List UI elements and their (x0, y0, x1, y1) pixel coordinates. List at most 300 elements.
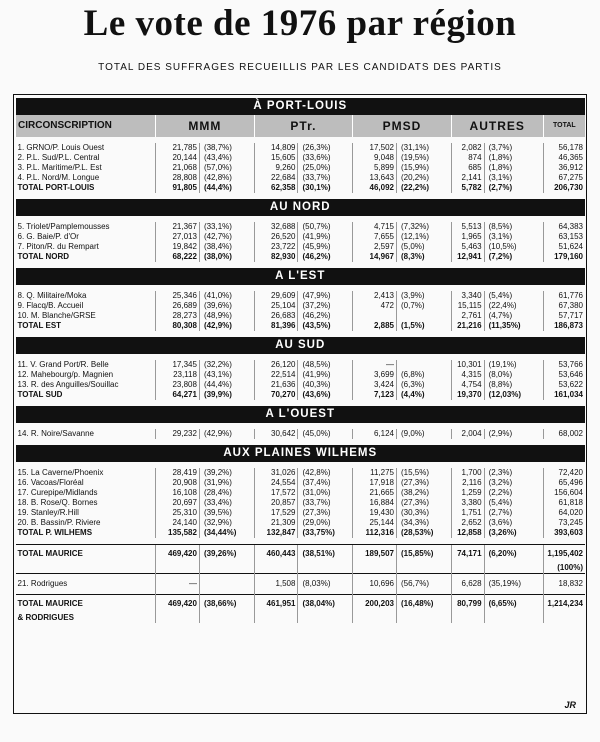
circonscription-cell: TOTAL MAURICE (16, 545, 156, 564)
ptr-cell: 22,684 (254, 173, 298, 183)
pmsd-pct-cell: (7,32%) (397, 222, 452, 232)
aut-pct-cell: (11,35%) (484, 321, 543, 331)
ptr-cell: 31,026 (254, 468, 298, 478)
aut-cell: 12,941 (451, 252, 484, 262)
ptr-pct-cell: (33,7%) (298, 173, 353, 183)
circonscription-cell: 2. P.L. Sud/P.L. Central (17, 153, 100, 162)
table-row (16, 252, 586, 262)
pmsd-pct-cell: (4,4%) (397, 390, 452, 400)
table-row (16, 478, 586, 488)
aut-pct-cell: (6,20%) (484, 545, 543, 564)
pmsd-pct-cell: (38,2%) (397, 488, 452, 498)
pmsd-cell: 189,507 (353, 545, 397, 564)
table-row (16, 498, 586, 508)
table-row (16, 232, 586, 242)
pmsd-cell: 3,699 (353, 370, 397, 380)
mmm-cell: 20,908 (156, 478, 200, 488)
aut-cell: 74,171 (451, 545, 484, 564)
ptr-cell: 22,514 (254, 370, 298, 380)
pmsd-cell: 7,655 (353, 232, 397, 242)
blank-cell (397, 563, 452, 574)
blank-cell (199, 563, 254, 574)
ptr-pct-cell: (25,0%) (298, 163, 353, 173)
mmm-cell: 21,068 (156, 163, 200, 173)
mmm-pct-cell: (32,2%) (199, 360, 254, 370)
aut-cell: 874 (451, 153, 484, 163)
mmm-pct-cell: (39,9%) (199, 390, 254, 400)
blank-cell (156, 563, 200, 574)
total-cell: 64,020 (543, 508, 585, 518)
ptr-pct-cell: (48,5%) (298, 360, 353, 370)
total-cell: 61,818 (543, 498, 585, 508)
circonscription-cell: & RODRIGUES (17, 613, 74, 622)
section-title: AU SUD (16, 337, 586, 354)
aut-cell: 1,751 (451, 508, 484, 518)
total-cell: 51,624 (543, 242, 585, 252)
pmsd-cell: 7,123 (353, 390, 397, 400)
pmsd-cell: 472 (353, 301, 397, 311)
ptr-cell: 26,683 (254, 311, 298, 321)
ptr-cell: 23,722 (254, 242, 298, 252)
mmm-cell: 24,140 (156, 518, 200, 528)
ptr-pct-cell: (37,2%) (298, 301, 353, 311)
ptr-cell: 14,809 (254, 143, 298, 153)
aut-pct-cell: (3,7%) (484, 143, 543, 153)
ptr-pct-cell: (47,9%) (298, 291, 353, 301)
section-title: À PORT-LOUIS (16, 98, 586, 115)
mmm-cell: 21,785 (156, 143, 200, 153)
ptr-cell: 17,572 (254, 488, 298, 498)
section-title: AU NORD (16, 199, 586, 216)
mmm-cell: 20,697 (156, 498, 200, 508)
ptr-pct-cell: (30,1%) (298, 183, 353, 193)
ptr-pct-cell: (33,6%) (298, 153, 353, 163)
column-header: CIRCONSCRIPTION (16, 115, 156, 137)
pmsd-pct-cell: (20,2%) (397, 173, 452, 183)
aut-pct-cell: (2,3%) (484, 468, 543, 478)
aut-pct-cell: (3,2%) (484, 478, 543, 488)
total-cell: 53,646 (543, 370, 585, 380)
aut-cell: 1,259 (451, 488, 484, 498)
pmsd-pct-cell: (56,7%) (397, 574, 452, 595)
ptr-cell: 70,270 (254, 390, 298, 400)
ptr-pct-cell: (40,3%) (298, 380, 353, 390)
ptr-pct-cell: (8,03%) (298, 574, 353, 595)
aut-pct-cell: (3,6%) (484, 518, 543, 528)
results-table (15, 98, 585, 623)
section-header (16, 268, 586, 285)
pmsd-pct-cell: (6,3%) (397, 380, 452, 390)
table-row (16, 163, 586, 173)
pmsd-cell: 17,918 (353, 478, 397, 488)
pmsd-cell: 2,597 (353, 242, 397, 252)
ptr-pct-cell: (45,0%) (298, 429, 353, 439)
aut-cell: 4,315 (451, 370, 484, 380)
pmsd-pct-cell (397, 311, 452, 321)
ptr-cell: 82,930 (254, 252, 298, 262)
ptr-cell: 29,609 (254, 291, 298, 301)
blank-cell (156, 613, 200, 623)
aut-cell: 2,141 (451, 173, 484, 183)
mmm-pct-cell: (48,9%) (199, 311, 254, 321)
circonscription-cell: 7. Piton/R. du Rempart (17, 242, 99, 251)
ptr-cell: 26,520 (254, 232, 298, 242)
aut-cell: 2,116 (451, 478, 484, 488)
pmsd-pct-cell: (1,5%) (397, 321, 452, 331)
pmsd-cell: — (353, 360, 397, 370)
ptr-pct-cell: (41,9%) (298, 232, 353, 242)
pmsd-cell: 2,413 (353, 291, 397, 301)
ptr-pct-cell: (45,9%) (298, 242, 353, 252)
pmsd-cell: 21,665 (353, 488, 397, 498)
total-cell: 186,873 (543, 321, 585, 331)
circonscription-cell: 3. P.L. Maritime/P.L. Est (17, 163, 102, 172)
mmm-cell: 25,346 (156, 291, 200, 301)
aut-pct-cell: (1,8%) (484, 153, 543, 163)
ptr-cell: 26,120 (254, 360, 298, 370)
section-header (16, 199, 586, 216)
blank-cell (451, 563, 484, 574)
pmsd-pct-cell: (27,3%) (397, 478, 452, 488)
aut-cell: 5,782 (451, 183, 484, 193)
pmsd-pct-cell: (6,8%) (397, 370, 452, 380)
table-row (16, 545, 586, 564)
aut-cell: 3,380 (451, 498, 484, 508)
ptr-cell: 21,309 (254, 518, 298, 528)
column-header: PTr. (254, 115, 353, 137)
ptr-cell: 25,104 (254, 301, 298, 311)
table-row (16, 574, 586, 595)
circonscription-cell: 18. B. Rose/Q. Bornes (17, 498, 98, 507)
aut-pct-cell: (2,2%) (484, 488, 543, 498)
aut-cell: 6,628 (451, 574, 484, 595)
pmsd-cell: 14,967 (353, 252, 397, 262)
aut-cell: 5,463 (451, 242, 484, 252)
circonscription-cell: 21. Rodrigues (16, 574, 156, 595)
circonscription-cell: TOTAL MAURICE (16, 595, 156, 614)
aut-cell: 80,799 (451, 595, 484, 614)
ptr-cell: 9,260 (254, 163, 298, 173)
circonscription-cell: 9. Flacq/B. Accueil (17, 301, 84, 310)
aut-pct-cell: (5,4%) (484, 291, 543, 301)
total-cell: 64,383 (543, 222, 585, 232)
total-cell: 18,832 (543, 574, 585, 595)
circonscription-cell: 13. R. des Anguilles/Souillac (17, 380, 119, 389)
aut-pct-cell: (2,9%) (484, 429, 543, 439)
mmm-pct-cell: (28,4%) (199, 488, 254, 498)
ptr-cell: 20,857 (254, 498, 298, 508)
mmm-cell: 29,232 (156, 429, 200, 439)
total-cell: 206,730 (543, 183, 585, 193)
mmm-pct-cell: (42,9%) (199, 429, 254, 439)
aut-pct-cell: (12,03%) (484, 390, 543, 400)
circonscription-cell: 19. Stanley/R.Hill (17, 508, 79, 517)
ptr-pct-cell: (38,04%) (298, 595, 353, 614)
table-row (16, 518, 586, 528)
pmsd-pct-cell: (8,3%) (397, 252, 452, 262)
section-title: AUX PLAINES WILHEMS (16, 445, 586, 462)
pmsd-cell: 16,884 (353, 498, 397, 508)
ptr-cell: 32,688 (254, 222, 298, 232)
mmm-cell: 28,419 (156, 468, 200, 478)
aut-pct-cell: (6,65%) (484, 595, 543, 614)
pmsd-cell: 25,144 (353, 518, 397, 528)
pmsd-pct-cell: (28,53%) (397, 528, 452, 538)
ptr-cell: 24,554 (254, 478, 298, 488)
total-percent-cell: (100%) (543, 563, 585, 574)
circonscription-cell: 10. M. Blanche/GRSE (17, 311, 96, 320)
ptr-pct-cell: (37,4%) (298, 478, 353, 488)
aut-cell: 685 (451, 163, 484, 173)
aut-cell: 21,216 (451, 321, 484, 331)
ptr-pct-cell: (43,5%) (298, 321, 353, 331)
ptr-cell: 21,636 (254, 380, 298, 390)
table-row (16, 528, 586, 538)
blank-cell (353, 563, 397, 574)
mmm-pct-cell: (38,7%) (199, 143, 254, 153)
aut-pct-cell: (1,8%) (484, 163, 543, 173)
aut-cell: 3,340 (451, 291, 484, 301)
pmsd-cell: 200,203 (353, 595, 397, 614)
pmsd-pct-cell: (15,5%) (397, 468, 452, 478)
mmm-cell: 28,273 (156, 311, 200, 321)
total-cell: 156,604 (543, 488, 585, 498)
mmm-pct-cell: (42,9%) (199, 321, 254, 331)
total-cell: 36,912 (543, 163, 585, 173)
pmsd-pct-cell: (5,0%) (397, 242, 452, 252)
total-cell: 73,245 (543, 518, 585, 528)
pmsd-cell: 9,048 (353, 153, 397, 163)
table-row (16, 508, 586, 518)
pmsd-cell (353, 311, 397, 321)
circonscription-cell: 5. Triolet/Pamplemousses (17, 222, 110, 231)
total-cell: 63,153 (543, 232, 585, 242)
table-row (16, 291, 586, 301)
mmm-cell: 469,420 (156, 545, 200, 564)
aut-cell: 19,370 (451, 390, 484, 400)
circonscription-cell: TOTAL P. WILHEMS (17, 528, 93, 537)
aut-cell: 5,513 (451, 222, 484, 232)
table-row (16, 360, 586, 370)
table-row (16, 370, 586, 380)
mmm-pct-cell: (39,6%) (199, 301, 254, 311)
table-row (16, 429, 586, 439)
mmm-cell: 27,013 (156, 232, 200, 242)
blank-cell (451, 613, 484, 623)
aut-cell: 2,004 (451, 429, 484, 439)
aut-pct-cell: (8,0%) (484, 370, 543, 380)
circonscription-cell: 8. Q. Militaire/Moka (17, 291, 87, 300)
pmsd-cell: 6,124 (353, 429, 397, 439)
blank-cell (254, 613, 298, 623)
pmsd-cell: 13,643 (353, 173, 397, 183)
circonscription-cell: TOTAL NORD (17, 252, 70, 261)
table-row (16, 488, 586, 498)
column-header: MMM (156, 115, 255, 137)
total-cell: 179,160 (543, 252, 585, 262)
total-cell: 53,622 (543, 380, 585, 390)
pmsd-cell: 11,275 (353, 468, 397, 478)
aut-cell: 15,115 (451, 301, 484, 311)
pmsd-cell: 19,430 (353, 508, 397, 518)
column-headers (16, 115, 586, 137)
aut-pct-cell: (22,4%) (484, 301, 543, 311)
table-row (16, 390, 586, 400)
ptr-cell: 1,508 (254, 574, 298, 595)
total-cell: 1,195,402 (543, 545, 585, 564)
aut-cell: 2,761 (451, 311, 484, 321)
mmm-pct-cell: (39,2%) (199, 468, 254, 478)
mmm-cell: 20,144 (156, 153, 200, 163)
pmsd-pct-cell: (16,48%) (397, 595, 452, 614)
table-row (16, 153, 586, 163)
blank-cell (254, 563, 298, 574)
pmsd-pct-cell: (22,2%) (397, 183, 452, 193)
ptr-pct-cell: (27,3%) (298, 508, 353, 518)
total-cell: 72,420 (543, 468, 585, 478)
mmm-pct-cell: (41,0%) (199, 291, 254, 301)
mmm-cell: 23,808 (156, 380, 200, 390)
aut-pct-cell: (3,1%) (484, 173, 543, 183)
mmm-cell: 91,805 (156, 183, 200, 193)
ptr-pct-cell: (50,7%) (298, 222, 353, 232)
total-cell: 67,275 (543, 173, 585, 183)
mmm-pct-cell: (33,4%) (199, 498, 254, 508)
circonscription-cell: 17. Curepipe/Midlands (17, 488, 98, 497)
ptr-cell: 17,529 (254, 508, 298, 518)
ptr-pct-cell: (42,8%) (298, 468, 353, 478)
circonscription-cell: 16. Vacoas/Floréal (17, 478, 84, 487)
circonscription-cell: 1. GRNO/P. Louis Ouest (17, 143, 105, 152)
mmm-cell: 17,345 (156, 360, 200, 370)
pmsd-pct-cell: (34,3%) (397, 518, 452, 528)
aut-cell: 2,082 (451, 143, 484, 153)
aut-pct-cell: (7,2%) (484, 252, 543, 262)
total-cell: 56,178 (543, 143, 585, 153)
total-cell: 161,034 (543, 390, 585, 400)
aut-cell: 4,754 (451, 380, 484, 390)
table-row (16, 143, 586, 153)
ptr-cell: 460,443 (254, 545, 298, 564)
pmsd-cell: 3,424 (353, 380, 397, 390)
pmsd-cell: 10,696 (353, 574, 397, 595)
pmsd-pct-cell: (19,5%) (397, 153, 452, 163)
column-header: TOTAL (543, 115, 585, 137)
section-title: A L'EST (16, 268, 586, 285)
blank-cell (543, 613, 585, 623)
table-row (16, 301, 586, 311)
pmsd-cell: 4,715 (353, 222, 397, 232)
column-header: AUTRES (451, 115, 543, 137)
blank-cell (397, 613, 452, 623)
pmsd-pct-cell: (15,85%) (397, 545, 452, 564)
circonscription-cell: TOTAL PORT-LOUIS (17, 183, 95, 192)
mmm-pct-cell: (32,9%) (199, 518, 254, 528)
ptr-pct-cell: (43,6%) (298, 390, 353, 400)
ptr-cell: 81,396 (254, 321, 298, 331)
page-title: Le vote de 1976 par région (83, 3, 517, 44)
mmm-pct-cell (199, 574, 254, 595)
aut-pct-cell: (2,7%) (484, 508, 543, 518)
mmm-pct-cell: (44,4%) (199, 183, 254, 193)
mmm-pct-cell: (39,5%) (199, 508, 254, 518)
mmm-cell: 135,582 (156, 528, 200, 538)
aut-cell: 2,652 (451, 518, 484, 528)
mmm-cell: 28,808 (156, 173, 200, 183)
mmm-pct-cell: (38,0%) (199, 252, 254, 262)
ptr-pct-cell: (33,75%) (298, 528, 353, 538)
total-cell: 57,717 (543, 311, 585, 321)
ptr-pct-cell: (46,2%) (298, 311, 353, 321)
pmsd-pct-cell: (0,7%) (397, 301, 452, 311)
blank-cell (16, 563, 156, 574)
ptr-pct-cell: (41,9%) (298, 370, 353, 380)
blank-cell (484, 563, 543, 574)
circonscription-cell: 15. La Caverne/Phoenix (17, 468, 104, 477)
blank-cell (199, 613, 254, 623)
mmm-cell: 16,108 (156, 488, 200, 498)
mmm-cell: 68,222 (156, 252, 200, 262)
table-row (16, 183, 586, 193)
ptr-cell: 30,642 (254, 429, 298, 439)
circonscription-cell: 6. G. Baie/P. d'Or (17, 232, 79, 241)
circonscription-cell: 20. B. Bassin/P. Riviere (17, 518, 101, 527)
blank-cell (298, 613, 353, 623)
pmsd-cell: 46,092 (353, 183, 397, 193)
table-row (16, 311, 586, 321)
table-row (16, 595, 586, 614)
pmsd-pct-cell: (30,3%) (397, 508, 452, 518)
total-cell: 393,603 (543, 528, 585, 538)
aut-pct-cell: (8,8%) (484, 380, 543, 390)
blank-cell (353, 613, 397, 623)
aut-pct-cell: (35,19%) (484, 574, 543, 595)
table-row (16, 173, 586, 183)
total-cell: 68,002 (543, 429, 585, 439)
mmm-cell: 64,271 (156, 390, 200, 400)
mmm-pct-cell: (31,9%) (199, 478, 254, 488)
blank-cell (484, 613, 543, 623)
mmm-pct-cell: (42,8%) (199, 173, 254, 183)
section-header (16, 337, 586, 354)
mmm-cell: 26,689 (156, 301, 200, 311)
ptr-pct-cell: (46,2%) (298, 252, 353, 262)
circonscription-cell: 4. P.L. Nord/M. Longue (17, 173, 100, 182)
total-cell: 1,214,234 (543, 595, 585, 614)
pmsd-cell: 5,899 (353, 163, 397, 173)
total-cell: 53,766 (543, 360, 585, 370)
mmm-pct-cell: (44,4%) (199, 380, 254, 390)
mmm-pct-cell: (43,1%) (199, 370, 254, 380)
mmm-pct-cell: (34,44%) (199, 528, 254, 538)
pmsd-pct-cell: (31,1%) (397, 143, 452, 153)
circonscription-cell: TOTAL SUD (17, 390, 63, 399)
aut-cell: 1,700 (451, 468, 484, 478)
pmsd-pct-cell (397, 360, 452, 370)
pmsd-pct-cell: (12,1%) (397, 232, 452, 242)
mmm-cell: 469,420 (156, 595, 200, 614)
mmm-cell: — (156, 574, 200, 595)
mmm-pct-cell: (39,26%) (199, 545, 254, 564)
aut-cell: 10,301 (451, 360, 484, 370)
table-row (16, 380, 586, 390)
ptr-pct-cell: (38,51%) (298, 545, 353, 564)
aut-cell: 1,965 (451, 232, 484, 242)
mmm-pct-cell: (33,1%) (199, 222, 254, 232)
circonscription-cell: 14. R. Noire/Savanne (17, 429, 94, 438)
pmsd-pct-cell: (15,9%) (397, 163, 452, 173)
aut-pct-cell: (2,7%) (484, 183, 543, 193)
